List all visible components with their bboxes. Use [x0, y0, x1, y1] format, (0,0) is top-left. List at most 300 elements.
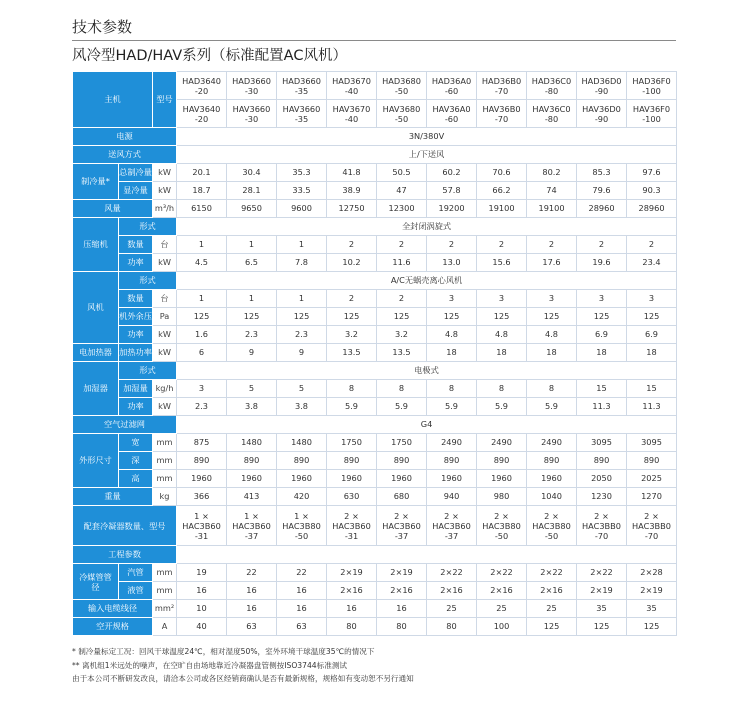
cell-line: -50 — [494, 530, 509, 541]
unit-cell: 台 — [153, 236, 177, 254]
cell-line: -37 — [244, 530, 259, 541]
value-cell: 66.2 — [477, 182, 527, 200]
cell-line: 1 × — [294, 510, 309, 521]
value-condenser — [477, 506, 527, 546]
cell-line: HAV3640 — [182, 103, 221, 114]
value-cell: 1960 — [427, 470, 477, 488]
value-cell: 18.7 — [177, 182, 227, 200]
cell-line: -80 — [544, 85, 559, 96]
value-cell: 5.9 — [477, 398, 527, 416]
cell-line: -100 — [642, 85, 661, 96]
value-cell: 3 — [577, 290, 627, 308]
value-cell: 9 — [227, 344, 277, 362]
value-cell: 3 — [477, 290, 527, 308]
value-cell: 47 — [377, 182, 427, 200]
value-cell: 3095 — [577, 434, 627, 452]
value-cell: 25 — [527, 600, 577, 618]
value-compressor-form: 全封闭涡旋式 — [177, 218, 677, 236]
value-cell: 40 — [177, 618, 227, 636]
value-cell: 1 — [227, 236, 277, 254]
value-cell: 1960 — [527, 470, 577, 488]
row-cooling-total — [73, 164, 677, 182]
value-cell: 2 — [577, 236, 627, 254]
row-cooling-sensible — [73, 182, 677, 200]
label-cooling-sensible: 显冷量 — [119, 182, 153, 200]
model-hav — [427, 100, 477, 128]
row-air-supply — [73, 146, 677, 164]
value-cell: 2 — [377, 236, 427, 254]
model-had — [427, 72, 477, 100]
model-hav — [327, 100, 377, 128]
value-cell: 1480 — [277, 434, 327, 452]
cell-line: -70 — [644, 530, 659, 541]
value-cell: 25 — [427, 600, 477, 618]
value-cell: 125 — [577, 618, 627, 636]
cell-line: HAC3B80 — [482, 520, 521, 531]
row-compressor-qty — [73, 236, 677, 254]
value-cell: 22 — [277, 564, 327, 582]
value-cell: 19 — [177, 564, 227, 582]
value-humidifier-form: 电极式 — [177, 362, 677, 380]
value-cell: 875 — [177, 434, 227, 452]
model-had — [527, 72, 577, 100]
cell-line: HAV3660 — [232, 103, 271, 114]
label-heater: 电加热器 — [73, 344, 119, 362]
value-condenser — [377, 506, 427, 546]
unit-cell: kW — [153, 326, 177, 344]
value-condenser — [427, 506, 477, 546]
label-fan: 风机 — [73, 272, 119, 344]
unit-cell: kW — [153, 398, 177, 416]
value-cell: 23.4 — [627, 254, 677, 272]
label-air-supply: 送风方式 — [73, 146, 177, 164]
label-compressor-power: 功率 — [119, 254, 153, 272]
label-piping: 冷媒管管径 — [73, 564, 119, 600]
value-cell: 2 — [427, 236, 477, 254]
value-cell: 80 — [377, 618, 427, 636]
value-cell: 890 — [477, 452, 527, 470]
value-cell: 3.8 — [227, 398, 277, 416]
cell-line: -50 — [394, 113, 409, 124]
cell-line: -70 — [594, 530, 609, 541]
value-cell: 8 — [477, 380, 527, 398]
label-humidifier: 加湿器 — [73, 362, 119, 416]
value-cell: 5.9 — [527, 398, 577, 416]
label-filter: 空气过滤网 — [73, 416, 177, 434]
cell-line: -31 — [194, 530, 209, 541]
label-humidifier-form: 形式 — [119, 362, 177, 380]
value-cell: 16 — [327, 600, 377, 618]
value-cell: 8 — [327, 380, 377, 398]
value-cell: 1230 — [577, 488, 627, 506]
value-fan-form: A/C无蜗壳离心风机 — [177, 272, 677, 290]
value-cell: 80 — [327, 618, 377, 636]
page-subtitle: 风冷型HAD/HAV系列（标准配置AC风机） — [72, 48, 347, 64]
cell-line: HAD3660 — [232, 75, 271, 86]
cell-line: -40 — [344, 113, 359, 124]
value-cell: 4.5 — [177, 254, 227, 272]
value-cell: 35.3 — [277, 164, 327, 182]
value-cell: 2×16 — [377, 582, 427, 600]
value-cell: 6.9 — [627, 326, 677, 344]
row-weight — [73, 488, 677, 506]
value-cell: 2×16 — [477, 582, 527, 600]
value-cell: 9600 — [277, 200, 327, 218]
value-cell: 4.8 — [527, 326, 577, 344]
value-cell: 2490 — [477, 434, 527, 452]
label-humidifier-amount: 加湿量 — [119, 380, 153, 398]
value-cell: 13.0 — [427, 254, 477, 272]
value-cell: 6.5 — [227, 254, 277, 272]
cell-line: -40 — [344, 85, 359, 96]
row-compressor-form — [73, 218, 677, 236]
value-cell: 11.3 — [627, 398, 677, 416]
row-humidifier-amount — [73, 380, 677, 398]
model-hav — [477, 100, 527, 128]
value-cell: 125 — [327, 308, 377, 326]
label-pipe-liquid: 液管 — [119, 582, 153, 600]
value-cell: 16 — [277, 582, 327, 600]
value-cell: 18 — [427, 344, 477, 362]
cell-line: -31 — [344, 530, 359, 541]
value-condenser — [527, 506, 577, 546]
label-dim-height: 高 — [119, 470, 153, 488]
cell-line: -37 — [394, 530, 409, 541]
value-cell: 70.6 — [477, 164, 527, 182]
value-cell: 19100 — [527, 200, 577, 218]
cell-line: HAV3680 — [382, 103, 421, 114]
model-hav — [527, 100, 577, 128]
value-cell: 2×19 — [327, 564, 377, 582]
value-cell: 980 — [477, 488, 527, 506]
row-cable — [73, 600, 677, 618]
value-cell: 5 — [227, 380, 277, 398]
value-cell: 890 — [427, 452, 477, 470]
row-switch — [73, 618, 677, 636]
value-cell: 13.5 — [327, 344, 377, 362]
value-cell: 35 — [577, 600, 627, 618]
value-cell: 33.5 — [277, 182, 327, 200]
value-cell: 7.8 — [277, 254, 327, 272]
value-cell: 1960 — [377, 470, 427, 488]
value-condenser — [277, 506, 327, 546]
value-cell: 1.6 — [177, 326, 227, 344]
row-dim-width — [73, 434, 677, 452]
row-heater — [73, 344, 677, 362]
label-cooling: 制冷量* — [73, 164, 119, 200]
value-cell: 11.6 — [377, 254, 427, 272]
value-cell: 1960 — [177, 470, 227, 488]
model-hav — [227, 100, 277, 128]
value-cell: 2 — [627, 236, 677, 254]
value-cell: 19.6 — [577, 254, 627, 272]
value-cell: 680 — [377, 488, 427, 506]
value-cell: 3 — [627, 290, 677, 308]
value-cell: 125 — [177, 308, 227, 326]
value-cell: 2.3 — [227, 326, 277, 344]
cell-line: 2 × — [494, 510, 509, 521]
value-cell: 2 — [327, 290, 377, 308]
value-cell: 85.3 — [577, 164, 627, 182]
value-cell: 125 — [627, 308, 677, 326]
label-compressor-form: 形式 — [119, 218, 177, 236]
value-cell: 2×28 — [627, 564, 677, 582]
model-had — [577, 72, 627, 100]
footnote-disclaimer: 由于本公司不断研发改良，请洽本公司或各区经销商确认是否有最新规格，规格如有变动恕不另行通知 — [72, 674, 414, 683]
value-cell: 6.9 — [577, 326, 627, 344]
value-cell: 2×16 — [427, 582, 477, 600]
cell-line: HAC3B60 — [332, 520, 371, 531]
value-cell: 890 — [627, 452, 677, 470]
value-cell: 41.8 — [327, 164, 377, 182]
cell-line: HAV36F0 — [632, 103, 671, 114]
value-cell: 2×22 — [527, 564, 577, 582]
cell-line: -90 — [594, 85, 609, 96]
model-had — [277, 72, 327, 100]
value-cell: 1960 — [277, 470, 327, 488]
value-cell: 63 — [277, 618, 327, 636]
model-had — [177, 72, 227, 100]
value-cell: 2.3 — [177, 398, 227, 416]
row-fan-form — [73, 272, 677, 290]
cell-line: -100 — [642, 113, 661, 124]
cell-line: HAC3B60 — [432, 520, 471, 531]
cell-line: HAV36A0 — [432, 103, 471, 114]
label-fan-qty: 数量 — [119, 290, 153, 308]
value-cell: 890 — [277, 452, 327, 470]
value-cell: 630 — [327, 488, 377, 506]
unit-cell: kg/h — [153, 380, 177, 398]
footnote-cooling: * 制冷量标定工况：回风干球温度24℃，相对湿度50%，室外环境干球温度35℃的情况下 — [72, 647, 375, 656]
model-hav — [277, 100, 327, 128]
row-filter — [73, 416, 677, 434]
cell-line: -50 — [294, 530, 309, 541]
row-fan-power — [73, 326, 677, 344]
value-cell: 60.2 — [427, 164, 477, 182]
cell-line: HAV36B0 — [482, 103, 521, 114]
unit-cell: mm — [153, 434, 177, 452]
value-cell: 3.8 — [277, 398, 327, 416]
value-cell: 63 — [227, 618, 277, 636]
cell-line: HAD36B0 — [481, 75, 522, 86]
value-cell: 1 — [177, 290, 227, 308]
cell-line: -50 — [544, 530, 559, 541]
cell-line: 2 × — [394, 510, 409, 521]
cell-line: HAV3670 — [332, 103, 371, 114]
value-cell: 28.1 — [227, 182, 277, 200]
value-cell: 19100 — [477, 200, 527, 218]
row-dim-height — [73, 470, 677, 488]
cell-line: HAC3B60 — [382, 520, 421, 531]
value-filter: G4 — [177, 416, 677, 434]
cell-line: HAC3B80 — [532, 520, 571, 531]
value-cell: 125 — [527, 618, 577, 636]
value-cell: 2×22 — [477, 564, 527, 582]
value-cell: 940 — [427, 488, 477, 506]
unit-cell: kW — [153, 182, 177, 200]
label-engineering: 工程参数 — [73, 546, 177, 564]
cell-line: 1 × — [244, 510, 259, 521]
value-cell: 22 — [227, 564, 277, 582]
cell-line: HAC3BB0 — [582, 520, 621, 531]
value-cell: 125 — [277, 308, 327, 326]
value-cell: 16 — [177, 582, 227, 600]
value-cell: 18 — [477, 344, 527, 362]
cell-line: HAV3660 — [282, 103, 321, 114]
cell-line: -30 — [244, 113, 259, 124]
row-fan-qty — [73, 290, 677, 308]
unit-cell: m³/h — [153, 200, 177, 218]
main-label: 主机 — [73, 72, 153, 128]
value-cell: 4.8 — [477, 326, 527, 344]
value-cell: 3.2 — [327, 326, 377, 344]
label-fan-form: 形式 — [119, 272, 177, 290]
cell-line: -35 — [294, 85, 309, 96]
label-heater-sub: 加热功率 — [119, 344, 153, 362]
label-fan-power: 功率 — [119, 326, 153, 344]
label-weight: 重量 — [73, 488, 153, 506]
section-header — [72, 14, 676, 41]
cell-line: HAC3BB0 — [632, 520, 671, 531]
unit-cell: mm — [153, 582, 177, 600]
value-cell: 125 — [477, 308, 527, 326]
cell-line: HAD36D0 — [581, 75, 622, 86]
row-dim-depth — [73, 452, 677, 470]
value-cell: 9 — [277, 344, 327, 362]
model-had — [377, 72, 427, 100]
value-cell: 366 — [177, 488, 227, 506]
value-cell: 1480 — [227, 434, 277, 452]
value-cell: 38.9 — [327, 182, 377, 200]
label-dim-width: 宽 — [119, 434, 153, 452]
value-cell: 125 — [377, 308, 427, 326]
value-cell: 19200 — [427, 200, 477, 218]
model-hav — [177, 100, 227, 128]
spec-table — [72, 71, 677, 636]
label-cable: 输入电缆线径 — [73, 600, 153, 618]
value-cell: 79.6 — [577, 182, 627, 200]
value-cell: 2×22 — [427, 564, 477, 582]
cell-line: HAD3680 — [382, 75, 421, 86]
value-cell: 890 — [527, 452, 577, 470]
value-cell: 25 — [477, 600, 527, 618]
cell-line: HAC3B60 — [232, 520, 271, 531]
value-cell: 18 — [577, 344, 627, 362]
value-cell: 16 — [277, 600, 327, 618]
cell-line: 1 × — [194, 510, 209, 521]
value-cell: 2×19 — [627, 582, 677, 600]
cell-line: -90 — [594, 113, 609, 124]
value-condenser — [177, 506, 227, 546]
value-cell: 890 — [577, 452, 627, 470]
cell-line: HAD36A0 — [431, 75, 472, 86]
unit-cell: mm — [153, 564, 177, 582]
label-pipe-gas: 汽管 — [119, 564, 153, 582]
value-cell: 16 — [227, 582, 277, 600]
value-cell: 3.2 — [377, 326, 427, 344]
value-cell: 125 — [577, 308, 627, 326]
value-cell: 15.6 — [477, 254, 527, 272]
value-cell: 890 — [177, 452, 227, 470]
model-had — [227, 72, 277, 100]
value-cell: 2490 — [527, 434, 577, 452]
value-cell: 1960 — [477, 470, 527, 488]
value-cell: 1 — [227, 290, 277, 308]
value-cell: 28960 — [577, 200, 627, 218]
unit-cell: mm — [153, 452, 177, 470]
unit-cell: 台 — [153, 290, 177, 308]
value-cell: 16 — [227, 600, 277, 618]
label-compressor: 压缩机 — [73, 218, 119, 272]
value-cell: 10.2 — [327, 254, 377, 272]
label-power-supply: 电源 — [73, 128, 177, 146]
row-condenser — [73, 506, 677, 546]
value-cell: 57.8 — [427, 182, 477, 200]
model-hav — [627, 100, 677, 128]
model-label: 型号 — [153, 72, 177, 128]
value-cell: 74 — [527, 182, 577, 200]
value-cell: 2.3 — [277, 326, 327, 344]
value-cell: 890 — [227, 452, 277, 470]
cell-line: -37 — [444, 530, 459, 541]
value-cell: 5.9 — [327, 398, 377, 416]
cell-line: -70 — [494, 85, 509, 96]
value-condenser — [327, 506, 377, 546]
value-cell: 5.9 — [377, 398, 427, 416]
value-cell: 1040 — [527, 488, 577, 506]
cell-line: 2 × — [644, 510, 659, 521]
label-dimensions: 外形尺寸 — [73, 434, 119, 488]
value-cell: 17.6 — [527, 254, 577, 272]
model-had — [627, 72, 677, 100]
cell-line: -50 — [394, 85, 409, 96]
value-cell: 1960 — [227, 470, 277, 488]
label-fan-pressure: 机外余压 — [119, 308, 153, 326]
label-condenser: 配套冷凝器数量、型号 — [73, 506, 177, 546]
row-humidifier-power — [73, 398, 677, 416]
model-hav — [577, 100, 627, 128]
footnotes — [72, 645, 414, 686]
value-cell: 15 — [577, 380, 627, 398]
value-cell: 90.3 — [627, 182, 677, 200]
cell-line: -20 — [194, 85, 209, 96]
model-had — [327, 72, 377, 100]
value-cell: 8 — [427, 380, 477, 398]
value-cell: 13.5 — [377, 344, 427, 362]
label-dim-depth: 深 — [119, 452, 153, 470]
value-power-supply: 3N/380V — [177, 128, 677, 146]
value-cell: 50.5 — [377, 164, 427, 182]
cell-line: HAC3B80 — [282, 520, 321, 531]
value-cell: 1 — [277, 290, 327, 308]
value-cell: 890 — [327, 452, 377, 470]
value-cell: 125 — [527, 308, 577, 326]
value-cell: 3095 — [627, 434, 677, 452]
value-cell: 125 — [427, 308, 477, 326]
cell-line: -35 — [294, 113, 309, 124]
cell-line: -80 — [544, 113, 559, 124]
value-cell: 12750 — [327, 200, 377, 218]
value-cell: 125 — [227, 308, 277, 326]
cell-line: HAD3640 — [182, 75, 221, 86]
header-row-had — [73, 72, 677, 100]
cell-line: HAC3B60 — [182, 520, 221, 531]
value-cell: 2490 — [427, 434, 477, 452]
value-cell: 413 — [227, 488, 277, 506]
value-cell: 890 — [377, 452, 427, 470]
unit-cell: kW — [153, 164, 177, 182]
cell-line: 2 × — [444, 510, 459, 521]
